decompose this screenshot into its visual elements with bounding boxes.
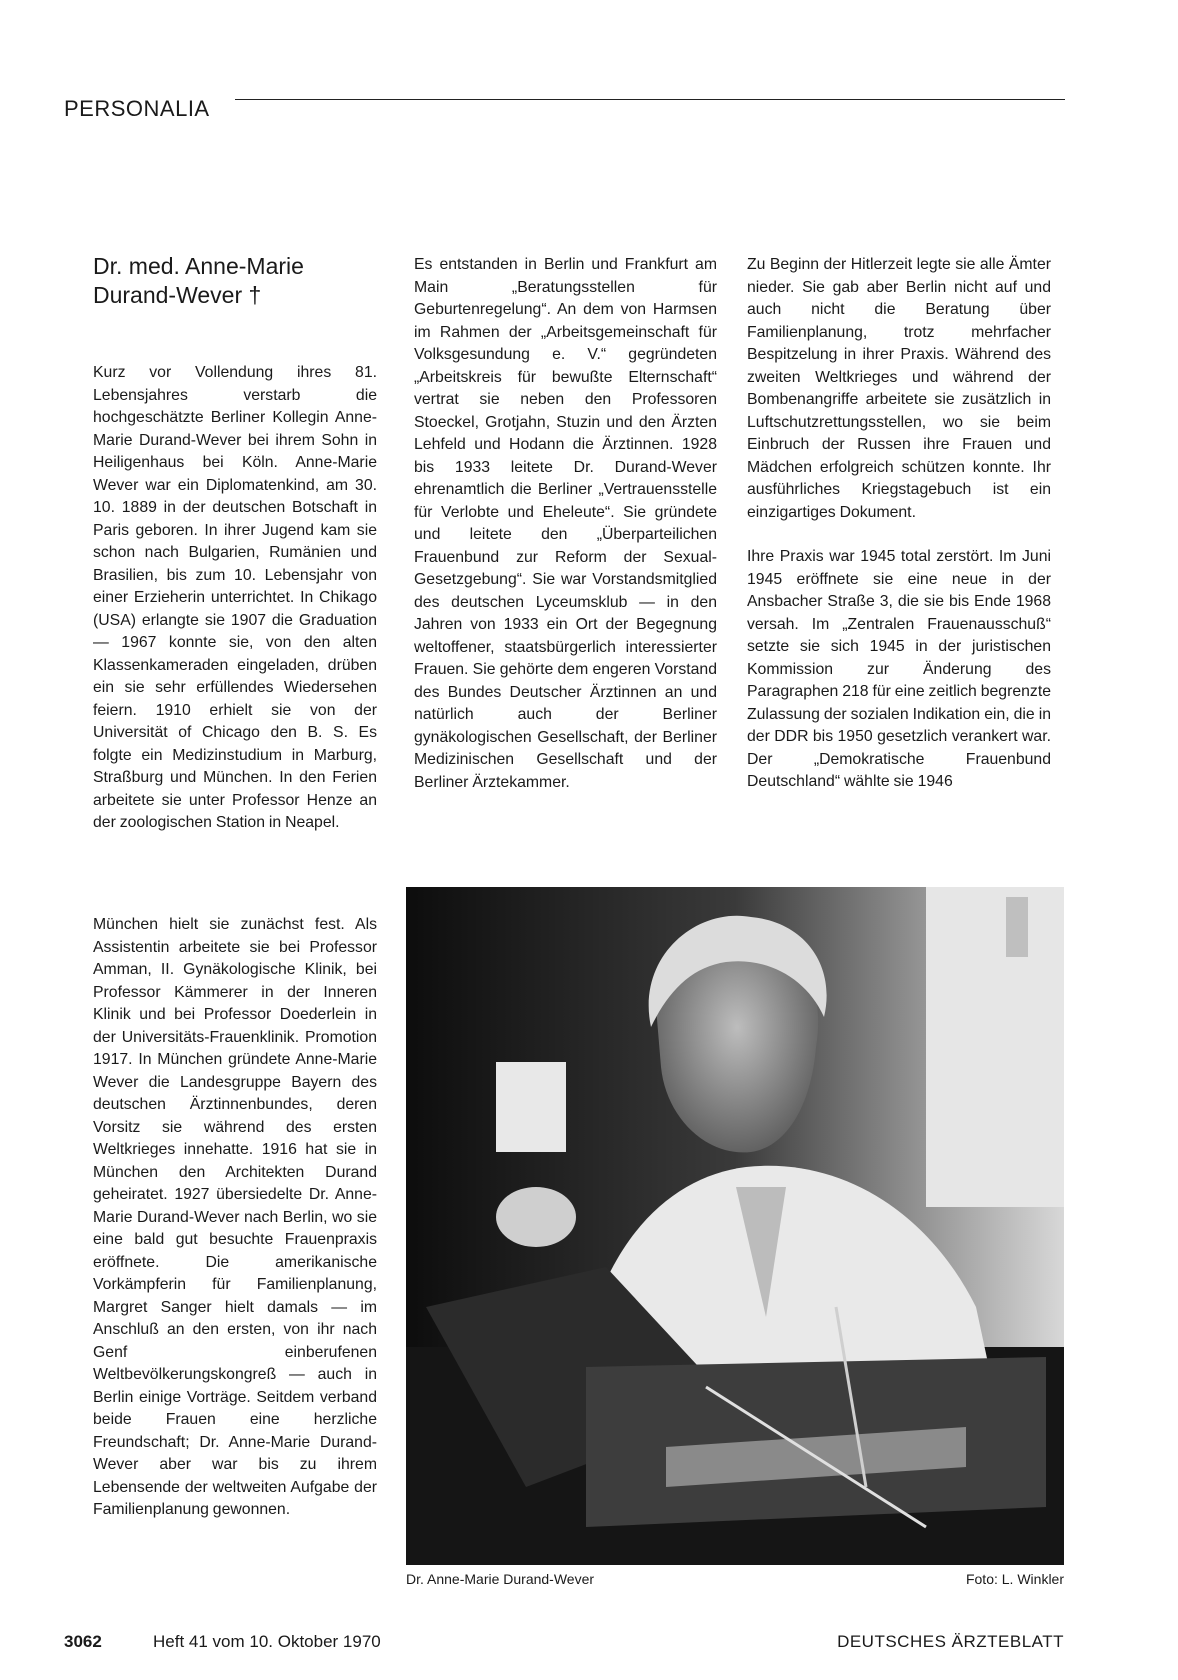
column-2: [414, 254, 717, 794]
section-header: [64, 96, 1064, 126]
paragraph: Ihre Praxis war 1945 total zerstört. Im Juni 1945 eröffnete sie eine neue in der Ansbacher Straße 3, die sie bis Ende 1968 versah. Im „Zentralen Frauenausschuß“ setzte sie sich 1945 in der juristischen Kommission zur Änderung des Paragraphen 218 für eine zeitlich begrenzte Zulassung der sozialen Indikation ein, die in der DDR bis 1950 gesetzlich verankert war. Der „Demokratische Frauenbund Deutschland“ wählte sie 1946: [747, 548, 1051, 790]
paragraph: Es entstanden in Berlin und Frankfurt am Main „Beratungsstellen für Geburtenregelung“. An dem von Harmsen im Rahmen der „Arbeitsgemeinschaft für Volksgesundung e. V.“ gegründeten „Arbeitskreis für bewußte Elternschaft“ vertrat sie neben den Professoren Stoeckel, Grotjahn, Stuzin und den Ärzten Lehfeld und Hodann die Ärztinnen. 1928 bis 1933 leitete Dr. Durand-Wever ehrenamtlich die Berliner „Vertrauensstelle für Verlobte und Eheleute“. Sie gründete und leitete den „Überparteilichen Frauenbund zur Reform der Sexual-Gesetzgebung“. Sie war Vorstandsmitglied des deutschen Lyceumsklub — in den Jahren von 1933 ein Ort der Begegnung weltoffener, staatsbürgerlich interessierter Frauen. Sie gehörte dem engeren Vorstand des Bundes Deutscher Ärztinnen an und natürlich auch der Berliner gynäkologischen Gesellschaft, der Berliner Medizinischen Gesellschaft und der Berliner Ärztekammer.: [414, 256, 717, 791]
column-3: [747, 254, 1051, 794]
paragraph: Kurz vor Vollendung ihres 81. Lebensjahres verstarb die hochgeschätzte Berliner Kollegin Anne-Marie Durand-Wever bei ihrem Sohn in Heiligenhaus bei Köln. Anne-Marie Wever war ein Diplomatenkind, am 30. 10. 1889 in der deutschen Botschaft in Paris geboren. In ihrer Jugend kam sie schon nach Bulgarien, Rumänien und Brasilien, bis zum 10. Lebensjahr von einer Erzieherin unterrichtet. In Chikago (USA) erlangte sie 1907 die Graduation — 1967 konnte sie, von den alten Klassenkameraden eingeladen, drüben ein sie sehr erfüllendes Wiedersehen feiern. 1910 erhielt sie von der Universität of Chicago den B. S. Es folgte ein Medizinstudium in Marburg, Straßburg und München. In den Ferien arbeitete sie unter Professor Henze an der zoologischen Station in Neapel.: [93, 364, 377, 831]
portrait-photo: [406, 887, 1064, 1565]
section-title: PERSONALIA: [64, 96, 210, 121]
paragraph: Zu Beginn der Hitlerzeit legte sie alle Ämter nieder. Sie gab aber Berlin nicht auf und auch nicht die Beratung über Familienplanung, trotz mehrfacher Bespitzelung in ihrer Praxis. Während des zweiten Weltkrieges und während der Bombenangriffe arbeitete sie zusätzlich in Luftschutzrettungsstellen, wo sie beim Einbruch der Russen ihre Frauen und Mädchen erfolgreich schützen konnte. Ihr ausführliches Kriegstagebuch ist ein einzigartiges Dokument.: [747, 256, 1051, 521]
publication-name: DEUTSCHES ÄRZTEBLATT: [837, 1632, 1064, 1651]
photo-credit: Foto: L. Winkler: [965, 1571, 1064, 1587]
paragraph: München hielt sie zunächst fest. Als Assistentin arbeitete sie bei Professor Amman, II. Gynäkologische Klinik, bei Professor Kämmerer in der Inneren Klinik und bei Professor Doederlein in der Universitäts-Frauenklinik. Promotion 1917. In München gründete Anne-Marie Wever die Landesgruppe Bayern des deutschen Ärztinnenbundes, deren Vorsitz sie während des ersten Weltkrieges innehatte. 1916 hat sie in München den Architekten Durand geheiratet. 1927 übersiedelte Dr. Anne-Marie Durand-Wever nach Berlin, wo sie eine bald gut besuchte Frauenpraxis eröffnete. Die amerikanische Vorkämpferin für Familienplanung, Margret Sanger hielt damals — im Anschluß an den ersten, von ihr nach Genf einberufenen Weltbevölkerungskongreß — auch in Berlin einige Vorträge. Seitdem verband beide Frauen eine herzliche Freundschaft; Dr. Anne-Marie Durand-Wever aber war bis zu ihrem Lebensende der weltweiten Aufgabe der Familienplanung gewonnen.: [93, 916, 377, 1518]
issue-info: Heft 41 vom 10. Oktober 1970: [153, 1632, 381, 1651]
page-number: 3062: [64, 1632, 102, 1651]
column-1-bottom: [93, 914, 377, 1522]
portrait-photo-illustration: [406, 887, 1064, 1565]
section-rule: [235, 99, 1065, 100]
article-headline: Dr. med. Anne-Marie Durand-Wever †: [93, 253, 304, 308]
column-1-top: [93, 362, 377, 835]
photo-caption: Dr. Anne-Marie Durand-Wever: [406, 1571, 595, 1587]
